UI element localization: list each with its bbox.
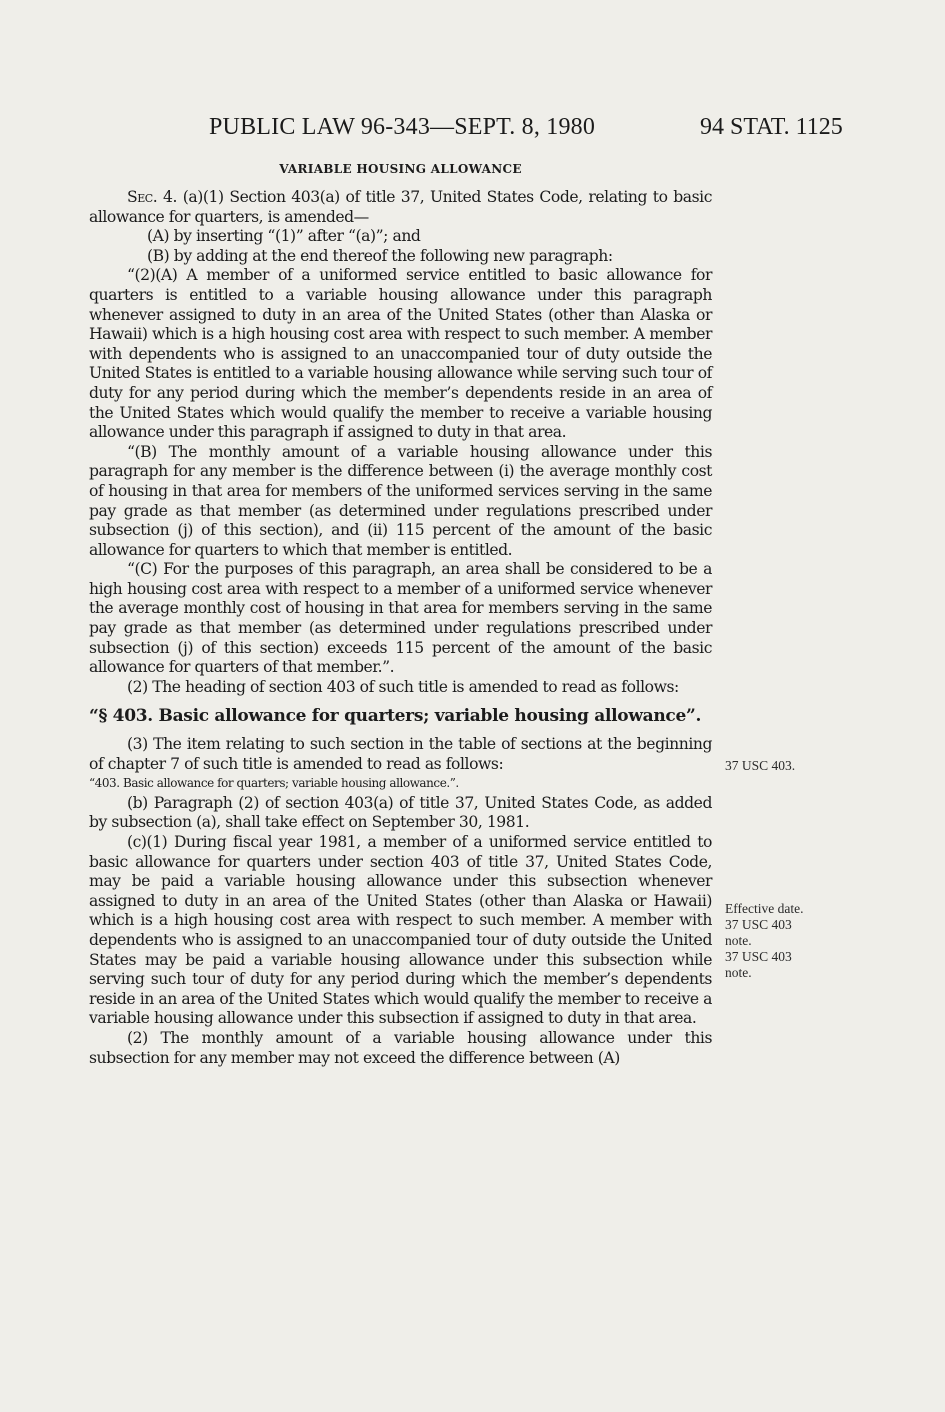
paragraph: “(C) For the purposes of this paragraph, an area shall be considered to be a high housing cost area with respect to a member of a uniformed service whenever the average monthly cost of housing in that area for members serving in the same pay grade as that member (as determined under regulations prescribed under subsection (j) of this section) exceeds 115 percent of the amount of the basic allowance for quarters of that member.”. bbox=[89, 560, 712, 677]
margin-note-citation: 37 USC 403 bbox=[725, 949, 792, 964]
margin-note-37-usc-403: 37 USC 403. bbox=[725, 758, 796, 773]
margin-note-citation-suffix: note. bbox=[725, 933, 752, 948]
paragraph: (2) The heading of section 403 of such title is amended to read as follows: bbox=[127, 677, 679, 696]
paragraph: (3) The item relating to such section in the table of sections at the beginning of chapter 7 of such title is amended to read as follows: bbox=[89, 735, 712, 773]
amended-section-heading: “§ 403. Basic allowance for quarters; variable housing allowance”. bbox=[89, 706, 702, 727]
paragraph: (B) by adding at the end thereof the following new paragraph: bbox=[147, 246, 613, 265]
paragraph: “(B) The monthly amount of a variable housing allowance under this paragraph for any member is the difference between (i) the average monthly cost of housing in that area for members of the uniformed services serving in the same pay grade as that member (as determined under regulations prescribed under subsection (j) of this section), and (ii) 115 percent of the amount of the basic allowance for quarters to which that member is entitled. bbox=[89, 442, 712, 559]
paragraph: (c)(1) During fiscal year 1981, a member of a uniformed service entitled to basic allowance for quarters under section 403 of title 37, United States Code, may be paid a variable housing allowance under this subsection whenever assigned to duty in an area of the United States (other than Alaska or Hawaii) which is a high housing cost area with respect to such member. A member with dependents who is assigned to an unaccompanied tour of duty outside the United States may be paid a variable housing allowance under this subsection while serving such tour of duty for any period during which the member’s dependents reside in an area of the United States which would qualify the member to receive a variable housing allowance under this subsection if assigned to duty in that area. bbox=[89, 833, 712, 1028]
paragraph-text: (a)(1) Section 403(a) of title 37, United States Code, relating to basic allowance for quarters, is amended— bbox=[89, 188, 713, 226]
paragraph: (b) Paragraph (2) of section 403(a) of title 37, United States Code, as added by subsection (a), shall take effect on September 30, 1981. bbox=[89, 793, 712, 832]
section-heading: VARIABLE HOUSING ALLOWANCE bbox=[279, 162, 522, 176]
paragraph: (2) The monthly amount of a variable housing allowance under this subsection for any member may not exceed the difference between (A) bbox=[89, 1028, 712, 1067]
page-header-stat-number: 94 STAT. 1125 bbox=[700, 114, 843, 140]
margin-note-citation-suffix: note. bbox=[725, 965, 752, 980]
paragraph: “(2)(A) A member of a uniformed service entitled to basic allowance for quarters is entitled to a variable housing allowance under this paragraph whenever assigned to duty in an area of the United States (other than Alaska or Hawaii) which is a high housing cost area with respect to such member. A member with dependents who is assigned to an unaccompanied tour of duty outside the United States is entitled to a variable housing allowance while serving such tour of duty for any period during which the member’s dependents reside in an area of the United States which would qualify the member to receive a variable housing allowance under this paragraph if assigned to duty in that area. bbox=[89, 266, 712, 442]
margin-note-effective-date bbox=[725, 901, 835, 981]
table-of-sections-item: “403. Basic allowance for quarters; variable housing allowance.”. bbox=[89, 776, 459, 791]
section-label: Sec. 4. bbox=[127, 188, 178, 206]
body-text bbox=[89, 160, 712, 1068]
paragraph: (A) by inserting “(1)” after “(a)”; and bbox=[147, 227, 421, 246]
margin-note-citation: 37 USC 403 bbox=[725, 917, 792, 932]
page-header-title: PUBLIC LAW 96-343—SEPT. 8, 1980 bbox=[209, 114, 596, 140]
paragraph bbox=[89, 188, 712, 227]
margin-note-effective-date-label: Effective date. bbox=[725, 901, 804, 916]
